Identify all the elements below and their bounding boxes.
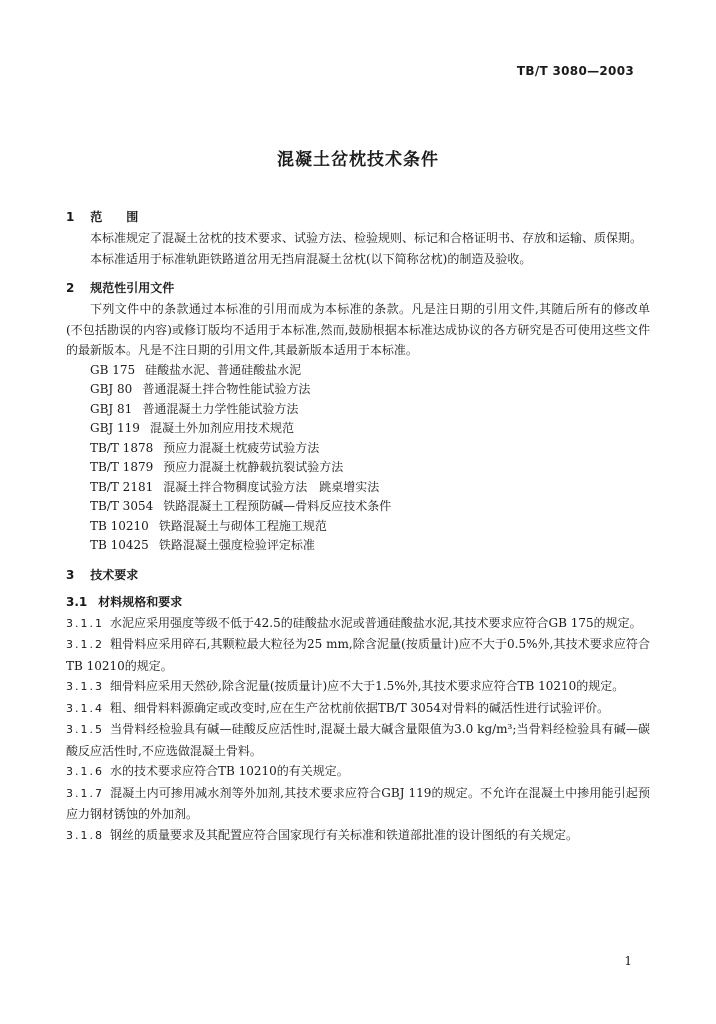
- section-number: 3: [66, 567, 75, 582]
- clause-text: 钢丝的质量要求及其配置应符合国家现行有关标准和铁道部批准的设计图纸的有关规定。: [110, 827, 579, 842]
- clause-text: 细骨料应采用天然砂,除含泥量(按质量计)应不大于1.5%外,其技术要求应符合TB 10210的规定。: [110, 679, 625, 693]
- paragraph: 本标准适用于标准轨距铁路道岔用无挡肩混凝土岔枕(以下简称岔枕)的制造及验收。: [90, 251, 532, 266]
- reference-code: TB/T 3054: [90, 499, 154, 513]
- reference-title: 硅酸盐水泥、普通硅酸盐水泥: [145, 362, 302, 377]
- clause-number: 3.1.2: [66, 638, 104, 651]
- reference-item: [66, 439, 650, 459]
- clause: [66, 676, 650, 698]
- section-number: 1: [66, 210, 75, 224]
- reference-item: [66, 497, 650, 517]
- clause-number: 3.1.1: [66, 616, 104, 630]
- reference-code: TB 10425: [90, 538, 149, 552]
- reference-item: [66, 478, 650, 498]
- reference-title: 预应力混凝土枕静载抗裂试验方法: [163, 460, 344, 474]
- reference-code: GB 175: [90, 362, 136, 377]
- clause: [66, 698, 650, 720]
- standard-code: TB/T 3080—2003: [516, 64, 634, 78]
- section-heading-technical-requirements: [66, 564, 650, 586]
- reference-item: [66, 536, 650, 556]
- reference-code: TB/T 2181: [90, 479, 154, 494]
- clause: [66, 783, 650, 825]
- subsection-heading-materials: [66, 592, 650, 613]
- clause-number: 3.1.4: [66, 701, 104, 715]
- reference-title: 铁路混凝土强度检验评定标准: [158, 538, 315, 552]
- clause-text: 水的技术要求应符合TB 10210的有关规定。: [110, 764, 349, 778]
- reference-list: [66, 361, 650, 556]
- clause-text: 水泥应采用强度等级不低于42.5的硅酸盐水泥或普通硅酸盐水泥,其技术要求应符合GB 175的规定。: [110, 615, 642, 630]
- clause-number: 3.1.7: [66, 786, 104, 800]
- reference-title: 混凝土拌合物稠度试验方法 跳桌增实法: [163, 479, 380, 494]
- clause-text: 混凝土内可掺用减水剂等外加剂,其技术要求应符合GBJ 119的规定。不允许在混凝土中掺用能引起预应力钢材锈蚀的外加剂。: [66, 785, 650, 821]
- reference-title: 预应力混凝土枕疲劳试验方法: [163, 440, 320, 455]
- section-title: 技术要求: [90, 567, 139, 582]
- page-number: 1: [624, 954, 632, 968]
- reference-code: GBJ 80: [90, 382, 133, 396]
- clause-text: 粗、细骨料料源确定或改变时,应在生产岔枕前依据TB/T 3054对骨料的碱活性进行试验评价。: [110, 700, 610, 715]
- section-title: 规范性引用文件: [90, 281, 175, 295]
- subsection-number: 3.1: [66, 594, 88, 609]
- document-title: 混凝土岔枕技术条件: [277, 150, 439, 170]
- subsection-title: 材料规格和要求: [98, 594, 183, 609]
- reference-code: GBJ 81: [90, 401, 133, 416]
- section-title: 范 围: [90, 210, 139, 224]
- clause-number: 3.1.6: [66, 765, 104, 778]
- reference-title: 铁路混凝土工程预防碱—骨料反应技术条件: [163, 499, 392, 513]
- reference-item: [66, 400, 650, 420]
- section-heading-scope: [66, 206, 650, 228]
- section-heading-normative-references: [66, 277, 650, 299]
- clause-text: 粗骨料应采用碎石,其颗粒最大粒径为25 mm,除含泥量(按质量计)应不大于0.5%外,其技术要求应符合TB 10210的规定。: [66, 637, 650, 673]
- clause: [66, 634, 650, 676]
- reference-item: [66, 458, 650, 478]
- reference-code: GBJ 119: [90, 421, 140, 435]
- section-number: 2: [66, 281, 75, 295]
- clause-number: 3.1.3: [66, 680, 104, 693]
- clause-number: 3.1.5: [66, 723, 104, 736]
- clause-number: 3.1.8: [66, 828, 104, 842]
- reference-title: 铁路混凝土与砌体工程施工规范: [158, 518, 327, 533]
- reference-item: [66, 419, 650, 439]
- paragraph: 下列文件中的条款通过本标准的引用而成为本标准的条款。凡是注日期的引用文件,其随后所有的修改单(不包括勘误的内容)或修订版均不适用于本标准,然而,鼓励根据本标准达成协议的各方研究是否可使用这些文件的最新版本。凡是不注日期的引用文件,其最新版本适用于本标准。: [66, 302, 650, 357]
- reference-code: TB 10210: [90, 518, 149, 533]
- reference-title: 混凝土外加剂应用技术规范: [149, 421, 294, 435]
- clause: [66, 613, 650, 635]
- clause: [66, 825, 650, 847]
- reference-item: [66, 517, 650, 537]
- paragraph: 本标准规定了混凝土岔枕的技术要求、试验方法、检验规则、标记和合格证明书、存放和运输、质保期。: [90, 231, 643, 245]
- reference-item: [66, 361, 650, 381]
- clause: [66, 719, 650, 761]
- reference-title: 普通混凝土力学性能试验方法: [142, 401, 299, 416]
- document-body: [66, 206, 650, 846]
- reference-item: [66, 380, 650, 400]
- clause-text: 当骨料经检验具有碱—硅酸反应活性时,混凝土最大碱含量限值为3.0 kg/m³;当骨料经检验具有碱—碳酸反应活性时,不应选做混凝土骨料。: [66, 722, 650, 758]
- reference-code: TB/T 1879: [90, 460, 154, 474]
- reference-code: TB/T 1878: [90, 440, 154, 455]
- clause: [66, 761, 650, 783]
- reference-title: 普通混凝土拌合物性能试验方法: [142, 382, 311, 396]
